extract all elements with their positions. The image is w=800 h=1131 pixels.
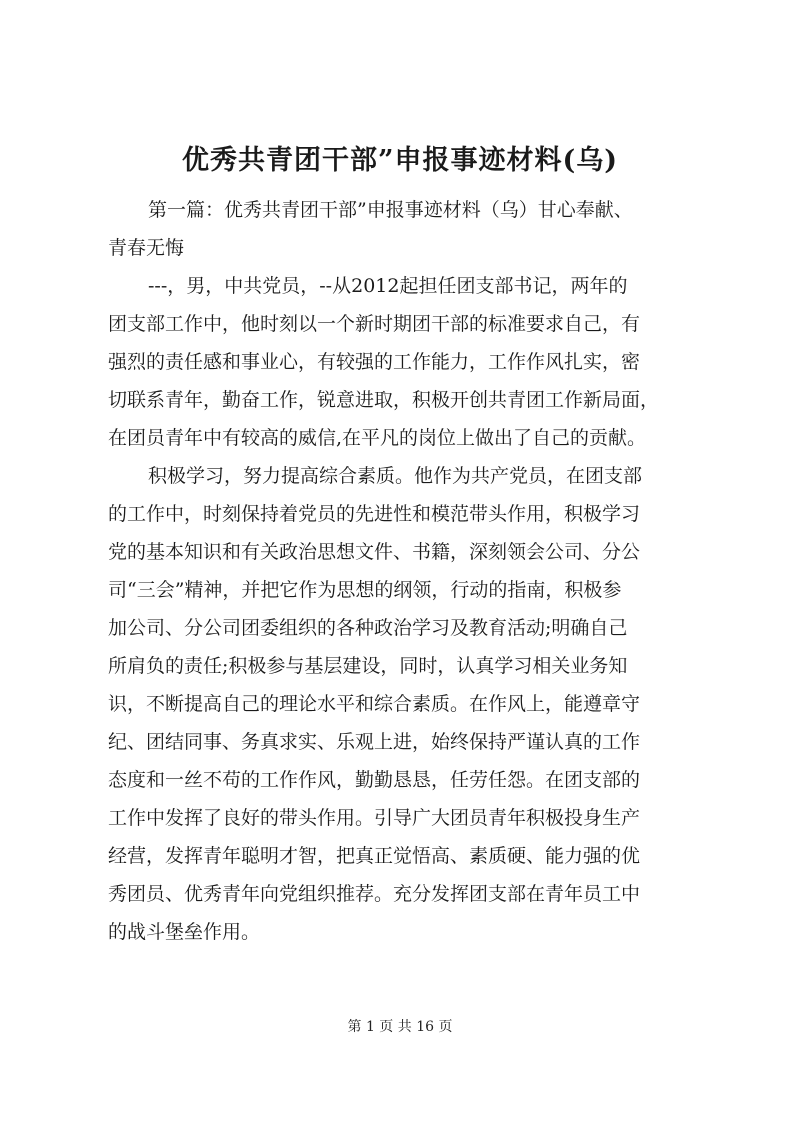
paragraph-line: 的工作中，时刻保持着党员的先进性和模范带头作用，积极学习 [108,503,641,525]
paragraph-line: ---，男，中共党员，--从2012起担任团支部书记，两年的 [148,275,628,297]
paragraph-line: 强烈的责任感和事业心，有较强的工作能力，工作作风扎实，密 [108,351,641,373]
paragraph-line: 秀团员、优秀青年向党组织推荐。充分发挥团支部在青年员工中 [108,883,641,905]
paragraph-line: 态度和一丝不苟的工作作风，勤勤恳恳，任劳任怨。在团支部的 [108,769,641,791]
paragraph-line: 切联系青年，勤奋工作，锐意进取，积极开创共青团工作新局面， [108,389,660,411]
paragraph-line: 积极学习，努力提高综合素质。他作为共产党员，在团支部 [148,465,643,487]
document-title: 优秀共青团干部”申报事迹材料(乌) [181,145,619,176]
paragraph-line: 纪、团结同事、务真求实、乐观上进，始终保持严谨认真的工作 [108,731,641,753]
paragraph-line: 党的基本知识和有关政治思想文件、书籍，深刻领会公司、分公 [108,541,641,563]
page-footer: 第 1 页 共 16 页 [347,1019,453,1035]
paragraph-line: 识，不断提高自己的理论水平和综合素质。在作风上，能遵章守 [108,693,641,715]
paragraph-line: 所肩负的责任;积极参与基层建设，同时，认真学习相关业务知 [108,655,628,677]
paragraph-line: 工作中发挥了良好的带头作用。引导广大团员青年积极投身生产 [108,807,641,829]
paragraph-line: 加公司、分公司团委组织的各种政治学习及教育活动;明确自己 [108,617,628,639]
paragraph-line: 团支部工作中，他时刻以一个新时期团干部的标准要求自己，有 [108,313,641,335]
paragraph-line: 在团员青年中有较高的威信,在平凡的岗位上做出了自己的贡献。 [108,427,647,449]
document-body [108,191,708,951]
paragraph-line: 经营，发挥青年聪明才智，把真正觉悟高、素质硬、能力强的优 [108,845,641,867]
paragraph-line: 第一篇：优秀共青团干部”申报事迹材料（乌）甘心奉献、 [148,199,633,221]
paragraph-line: 司“三会”精神，并把它作为思想的纲领，行动的指南，积极参 [108,579,622,601]
paragraph-line: 的战斗堡垒作用。 [108,921,261,943]
paragraph-line: 青春无悔 [108,237,185,259]
